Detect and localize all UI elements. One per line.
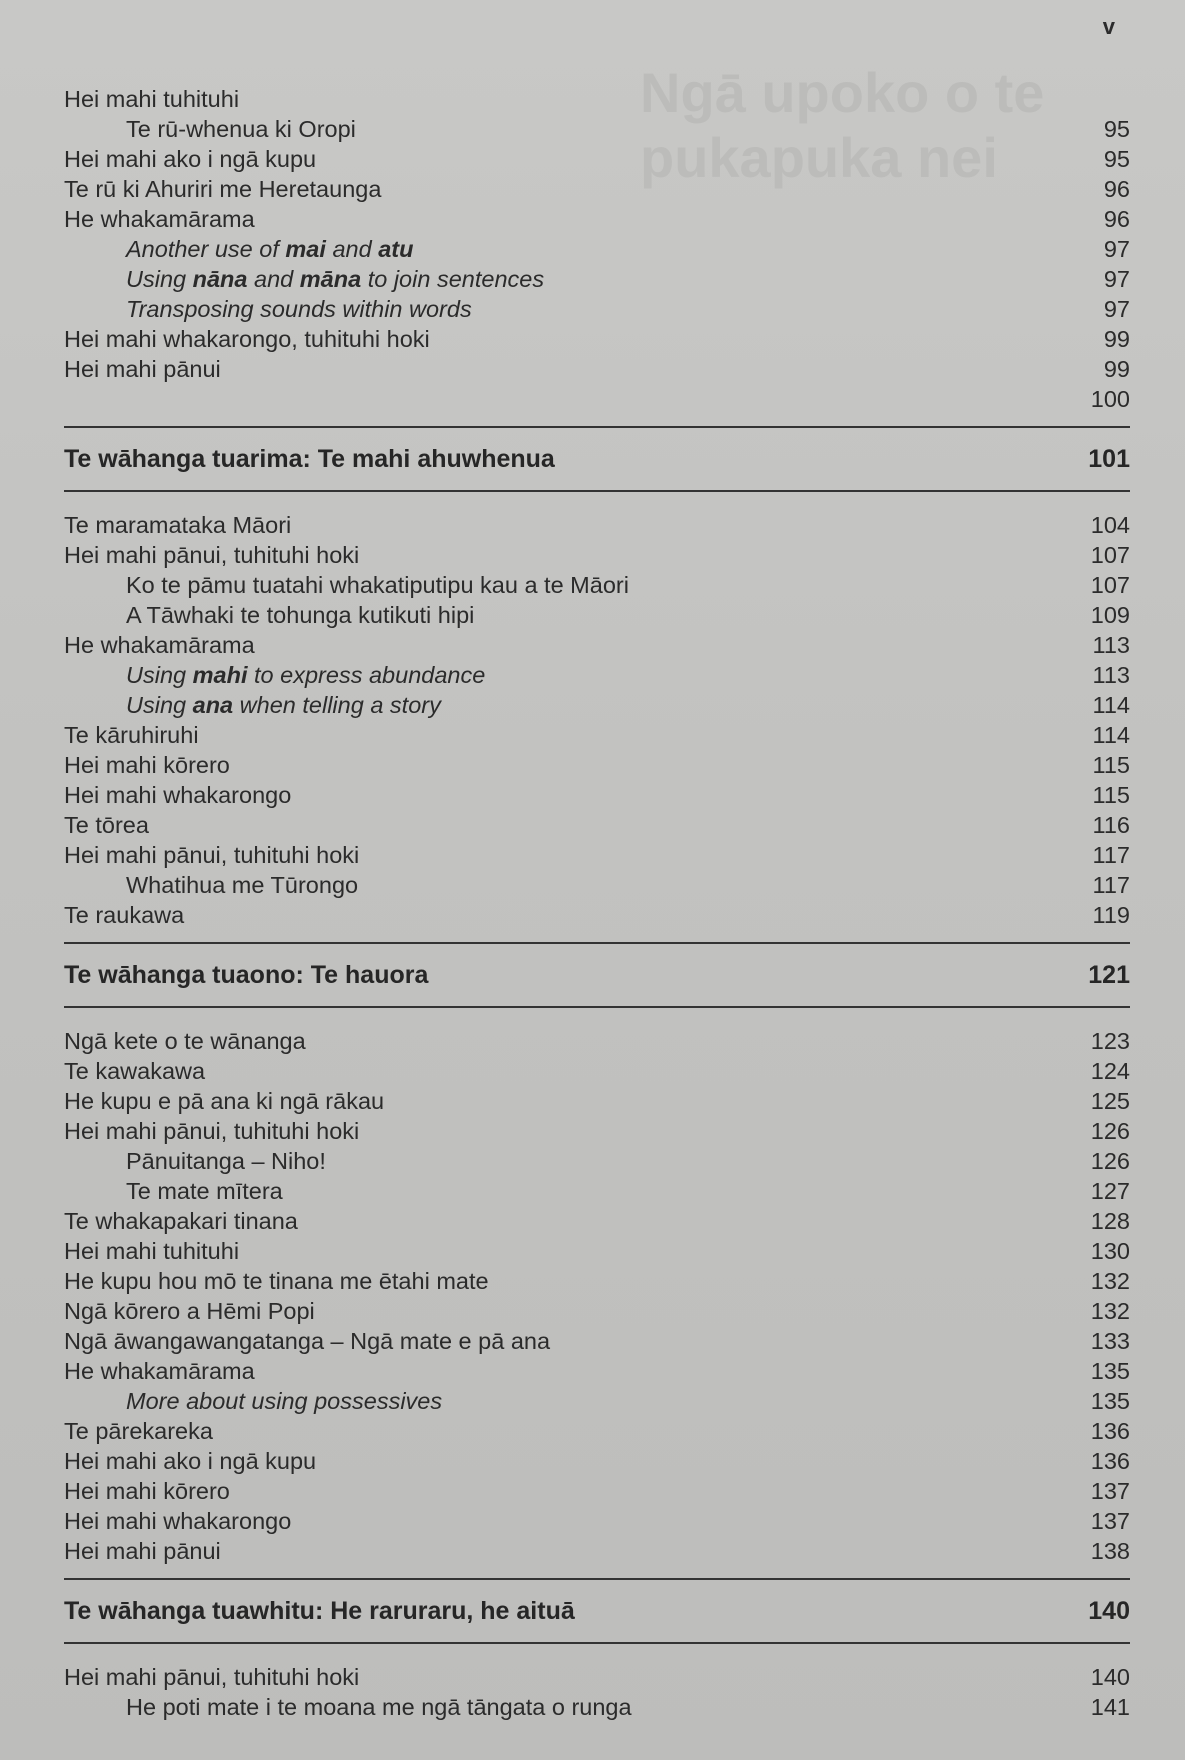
toc-entry-title: Ko te pāmu tuatahi whakatiputipu kau a te Māori (126, 572, 629, 598)
toc-entry (64, 1326, 1130, 1356)
toc-entry-page: 116 (1092, 812, 1130, 838)
toc-entry (64, 1236, 1130, 1266)
toc-entry-title: He kupu hou mō te tinana me ētahi mate (64, 1268, 489, 1294)
toc-entry-page: 97 (1103, 266, 1130, 292)
table-of-contents (64, 84, 1130, 1722)
toc-entry (64, 720, 1130, 750)
toc-entry-title: Te kāruhiruhi (64, 722, 199, 748)
toc-entry (64, 354, 1130, 384)
toc-entry-title: Te whakapakari tinana (64, 1208, 298, 1234)
toc-entry (64, 690, 1130, 720)
toc-entry (64, 1446, 1130, 1476)
toc-entry (64, 1146, 1130, 1176)
toc-entry-page: 114 (1092, 692, 1130, 718)
toc-entry-title: Whatihua me Tūrongo (126, 872, 359, 898)
toc-entry-title: More about using possessives (126, 1388, 443, 1414)
toc-entry-page: 126 (1090, 1148, 1130, 1174)
toc-entry (64, 384, 1130, 414)
toc-entry (64, 1296, 1130, 1326)
toc-entry (64, 900, 1130, 930)
toc-entry-page: 99 (1103, 326, 1130, 352)
toc-entry-title: He poti mate i te moana me ngā tāngata o runga (126, 1694, 632, 1720)
toc-entry-page: 124 (1090, 1058, 1130, 1084)
toc-entry (64, 1056, 1130, 1086)
toc-entry-page: 130 (1090, 1238, 1130, 1264)
toc-entry-title: Hei mahi pānui, tuhituhi hoki (64, 542, 360, 568)
section-page-number: 121 (1088, 960, 1130, 989)
toc-entry-page: 114 (1092, 722, 1130, 748)
toc-entry (64, 1662, 1130, 1692)
toc-entry-page: 140 (1090, 1664, 1130, 1690)
toc-entry-title: Hei mahi ako i ngā kupu (64, 1448, 317, 1474)
toc-entry-title: Using ana when telling a story (126, 692, 441, 718)
toc-entry-title: Hei mahi pānui, tuhituhi hoki (64, 842, 360, 868)
toc-entry (64, 1536, 1130, 1566)
toc-entry-page: 132 (1090, 1268, 1130, 1294)
toc-entry (64, 234, 1130, 264)
toc-entry (64, 174, 1130, 204)
toc-entry (64, 870, 1130, 900)
toc-entry-page: 113 (1092, 632, 1130, 658)
toc-entry-title: Hei mahi whakarongo (64, 1508, 292, 1534)
bleed-through-heading: Ngā upoko o te pukapuka nei (640, 61, 1045, 189)
toc-entry-page: 115 (1092, 782, 1130, 808)
toc-entry (64, 630, 1130, 660)
toc-entry-page: 95 (1103, 116, 1130, 142)
toc-entry-title: Hei mahi whakarongo (64, 782, 292, 808)
toc-entry-title: Ngā āwangawangatanga – Ngā mate e pā ana (64, 1328, 551, 1354)
toc-entry (64, 1506, 1130, 1536)
toc-entry-title: Hei mahi ako i ngā kupu (64, 146, 317, 172)
section-title: Te wāhanga tuarima: Te mahi ahuwhenua (64, 444, 555, 473)
section-page-number: 140 (1088, 1596, 1130, 1625)
section-page-number: 101 (1088, 444, 1130, 473)
toc-entry-page: 104 (1090, 512, 1130, 538)
toc-entry (64, 780, 1130, 810)
toc-entry-title: He whakamārama (64, 1358, 255, 1384)
toc-entry-page: 117 (1092, 872, 1130, 898)
section-title: Te wāhanga tuaono: Te hauora (64, 960, 429, 989)
toc-entry-page: 109 (1090, 602, 1130, 628)
toc-entry-title: Hei mahi pānui, tuhituhi hoki (64, 1664, 360, 1690)
toc-entry-page: 137 (1090, 1508, 1130, 1534)
toc-entry-page: 99 (1103, 356, 1130, 382)
toc-entry (64, 324, 1130, 354)
toc-entry-title: Transposing sounds within words (126, 296, 472, 322)
toc-entry-title: Te kawakawa (64, 1058, 206, 1084)
toc-entry-title: He kupu e pā ana ki ngā rākau (64, 1088, 385, 1114)
toc-entry (64, 1026, 1130, 1056)
toc-entry-page: 107 (1090, 542, 1130, 568)
toc-entry-page: 133 (1090, 1328, 1130, 1354)
toc-entry-title: Te mate mītera (126, 1178, 283, 1204)
toc-entry-page: 136 (1090, 1448, 1130, 1474)
toc-entry-title: Ngā kōrero a Hēmi Popi (64, 1298, 315, 1324)
toc-entry-title: Hei mahi pānui (64, 1538, 221, 1564)
toc-entry (64, 1416, 1130, 1446)
toc-entry-page: 138 (1090, 1538, 1130, 1564)
toc-entry-title: A Tāwhaki te tohunga kutikuti hipi (126, 602, 475, 628)
toc-entry (64, 264, 1130, 294)
toc-entry (64, 204, 1130, 234)
toc-entry-page: 123 (1090, 1028, 1130, 1054)
toc-entry-page: 113 (1092, 662, 1130, 688)
toc-entry-page: 137 (1090, 1478, 1130, 1504)
toc-entry (64, 1086, 1130, 1116)
toc-entry (64, 294, 1130, 324)
toc-entry-page: 115 (1092, 752, 1130, 778)
section-heading (64, 942, 1130, 1008)
section-title: Te wāhanga tuawhitu: He raruraru, he aituā (64, 1596, 575, 1625)
toc-entry (64, 114, 1130, 144)
toc-entry (64, 510, 1130, 540)
toc-entry-title: Using nāna and māna to join sentences (126, 266, 545, 292)
toc-entry-page: 119 (1092, 902, 1130, 928)
toc-entry-title: Hei mahi kōrero (64, 752, 230, 778)
toc-entry (64, 1206, 1130, 1236)
toc-entry-title: Another use of mai and atu (126, 236, 414, 262)
toc-entry-page: 135 (1090, 1388, 1130, 1414)
toc-entry (64, 750, 1130, 780)
toc-entry-title: Hei mahi pānui (64, 356, 221, 382)
toc-entry-title: He whakamārama (64, 632, 255, 658)
toc-entry-title: Te raukawa (64, 902, 185, 928)
toc-entry-page: 126 (1090, 1118, 1130, 1144)
toc-entry (64, 144, 1130, 174)
toc-entry-title: Te maramataka Māori (64, 512, 292, 538)
toc-entry-title: Te tōrea (64, 812, 149, 838)
toc-entry-title: Hei mahi tuhituhi (64, 86, 240, 112)
toc-entry (64, 1692, 1130, 1722)
toc-entry (64, 1116, 1130, 1146)
toc-entry-title: Using mahi to express abundance (126, 662, 486, 688)
toc-entry (64, 570, 1130, 600)
toc-entry (64, 1356, 1130, 1386)
toc-entry-page: 135 (1090, 1358, 1130, 1384)
toc-entry (64, 540, 1130, 570)
toc-entry-page: 97 (1103, 236, 1130, 262)
toc-entry-page: 97 (1103, 296, 1130, 322)
toc-entry-title: Te pārekareka (64, 1418, 213, 1444)
toc-entry-page: 136 (1090, 1418, 1130, 1444)
toc-entry-title: Pānuitanga – Niho! (126, 1148, 326, 1174)
toc-entry-page: 100 (1090, 386, 1130, 412)
toc-entry (64, 84, 1130, 114)
toc-entry (64, 1476, 1130, 1506)
toc-entry (64, 1386, 1130, 1416)
toc-entry (64, 1266, 1130, 1296)
toc-entry-page: 95 (1103, 146, 1130, 172)
toc-entry-title: Hei mahi kōrero (64, 1478, 230, 1504)
toc-entry-page: 125 (1090, 1088, 1130, 1114)
section-heading (64, 1578, 1130, 1644)
toc-entry-title: Hei mahi whakarongo, tuhituhi hoki (64, 326, 430, 352)
toc-entry-page: 96 (1103, 176, 1130, 202)
page-number: v (1102, 14, 1115, 39)
toc-entry-title: Ngā kete o te wānanga (64, 1028, 306, 1054)
toc-entry-page: 132 (1090, 1298, 1130, 1324)
toc-entry-title: Te rū ki Ahuriri me Heretaunga (64, 176, 382, 202)
toc-entry-page: 117 (1092, 842, 1130, 868)
toc-entry-title: Hei mahi pānui, tuhituhi hoki (64, 1118, 360, 1144)
section-heading (64, 426, 1130, 492)
toc-entry-title: He whakamārama (64, 206, 255, 232)
toc-entry (64, 660, 1130, 690)
toc-entry-page: 141 (1090, 1694, 1130, 1720)
toc-entry-title: Te rū-whenua ki Oropi (126, 116, 356, 142)
toc-entry (64, 810, 1130, 840)
toc-entry-page: 128 (1090, 1208, 1130, 1234)
toc-entry-page: 127 (1090, 1178, 1130, 1204)
toc-entry (64, 1176, 1130, 1206)
toc-entry-page: 96 (1103, 206, 1130, 232)
toc-entry-page: 107 (1090, 572, 1130, 598)
toc-entry (64, 840, 1130, 870)
toc-entry (64, 600, 1130, 630)
toc-entry-title: Hei mahi tuhituhi (64, 1238, 240, 1264)
